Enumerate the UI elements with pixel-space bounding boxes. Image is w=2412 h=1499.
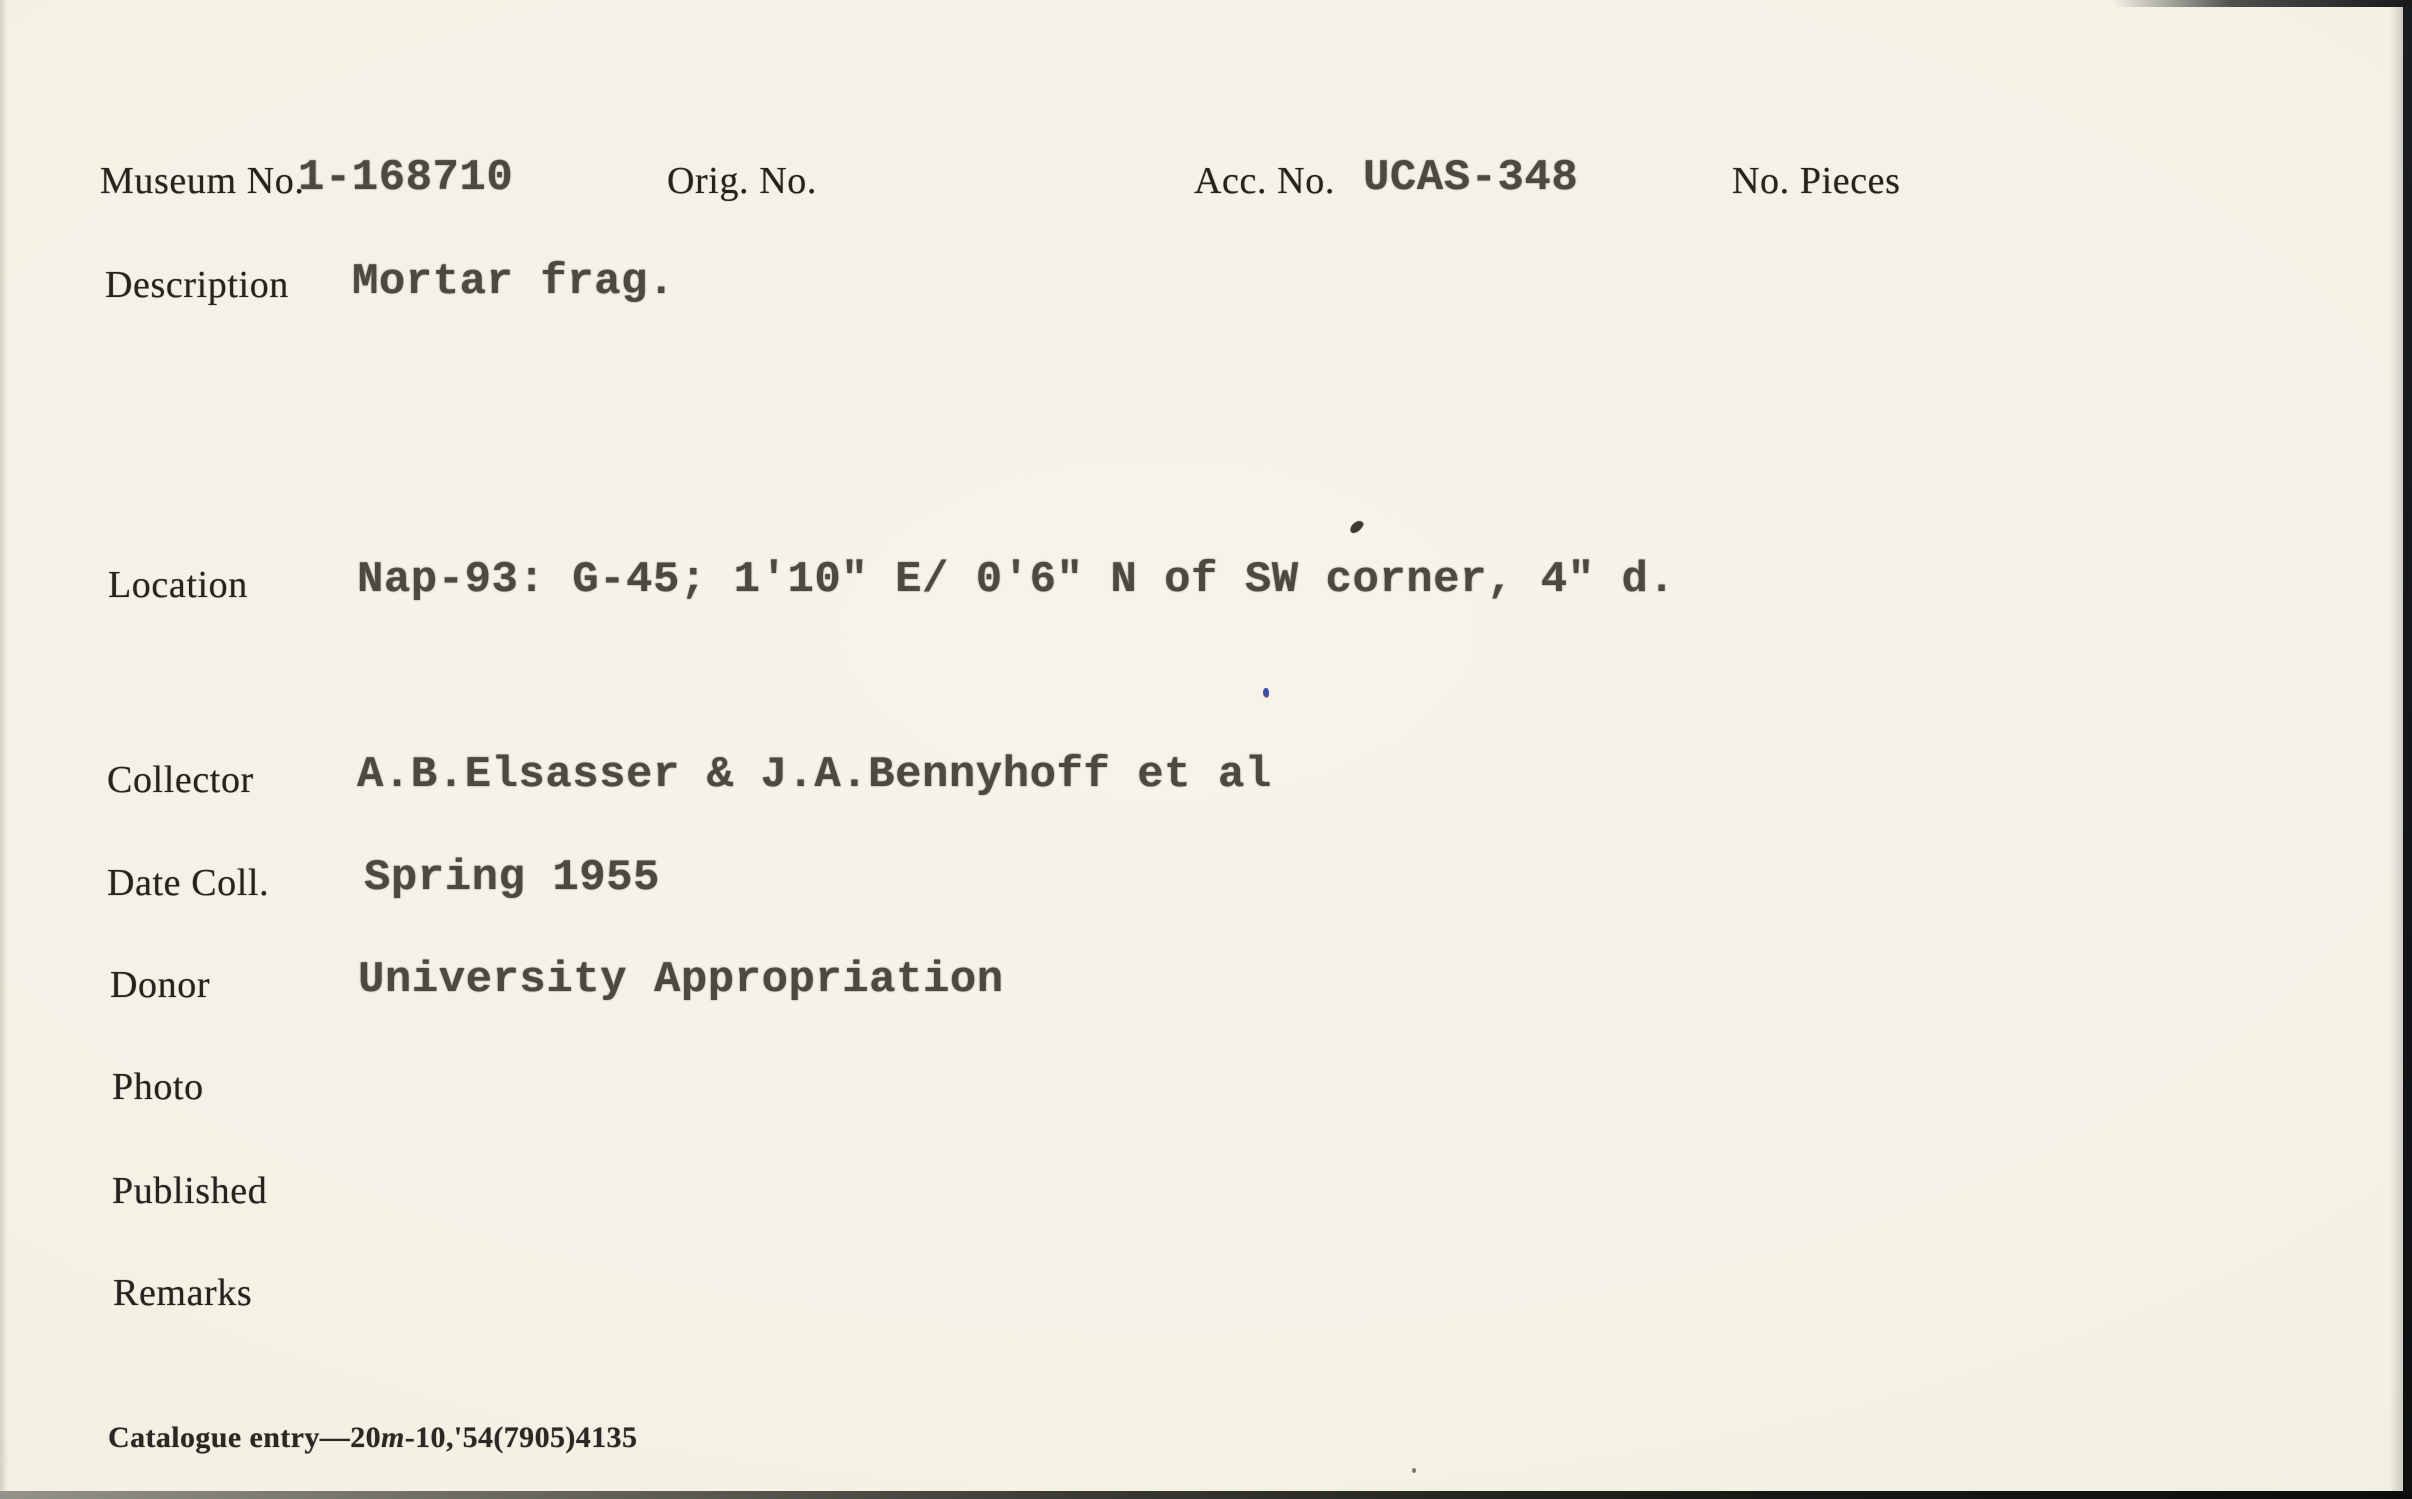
catalogue-entry-imprint xyxy=(108,1423,637,1453)
description-value: Mortar frag. xyxy=(352,257,675,307)
ink-speck-dot xyxy=(1412,1468,1416,1473)
catalogue-entry-italic-m: m xyxy=(381,1421,405,1454)
photo-label: Photo xyxy=(112,1066,204,1108)
collector-value: A.B.Elsasser & J.A.Bennyhoff et al xyxy=(357,750,1272,800)
scan-edge-left xyxy=(0,0,8,1499)
location-label: Location xyxy=(108,564,248,606)
date-coll-label: Date Coll. xyxy=(107,862,270,904)
no-pieces-label: No. Pieces xyxy=(1732,160,1901,202)
description-label: Description xyxy=(105,264,289,306)
museum-no-label: Museum No. xyxy=(100,160,305,202)
scan-edge-bottom xyxy=(0,1491,2412,1499)
scan-edge-top-right xyxy=(2112,0,2412,7)
scan-edge-right-shade xyxy=(2389,0,2403,1499)
orig-no-label: Orig. No. xyxy=(667,160,817,202)
date-coll-value: Spring 1955 xyxy=(364,853,660,903)
acc-no-value: UCAS-348 xyxy=(1363,153,1579,203)
donor-label: Donor xyxy=(110,964,211,1006)
ink-speck-tick xyxy=(1348,519,1365,534)
scan-edge-right xyxy=(2403,0,2412,1499)
catalogue-entry-prefix: Catalogue entry—20 xyxy=(108,1421,381,1454)
ink-speck-blue xyxy=(1263,688,1269,697)
catalogue-entry-suffix: -10,'54(7905)4135 xyxy=(404,1421,638,1454)
donor-value: University Appropriation xyxy=(358,955,1004,1005)
published-label: Published xyxy=(112,1170,268,1212)
acc-no-label: Acc. No. xyxy=(1194,160,1335,202)
collector-label: Collector xyxy=(107,759,254,801)
museum-no-value: 1-168710 xyxy=(298,153,514,203)
remarks-label: Remarks xyxy=(113,1272,253,1314)
location-value: Nap-93: G-45; 1'10" E/ 0'6" N of SW corner, 4" d. xyxy=(357,555,1676,605)
